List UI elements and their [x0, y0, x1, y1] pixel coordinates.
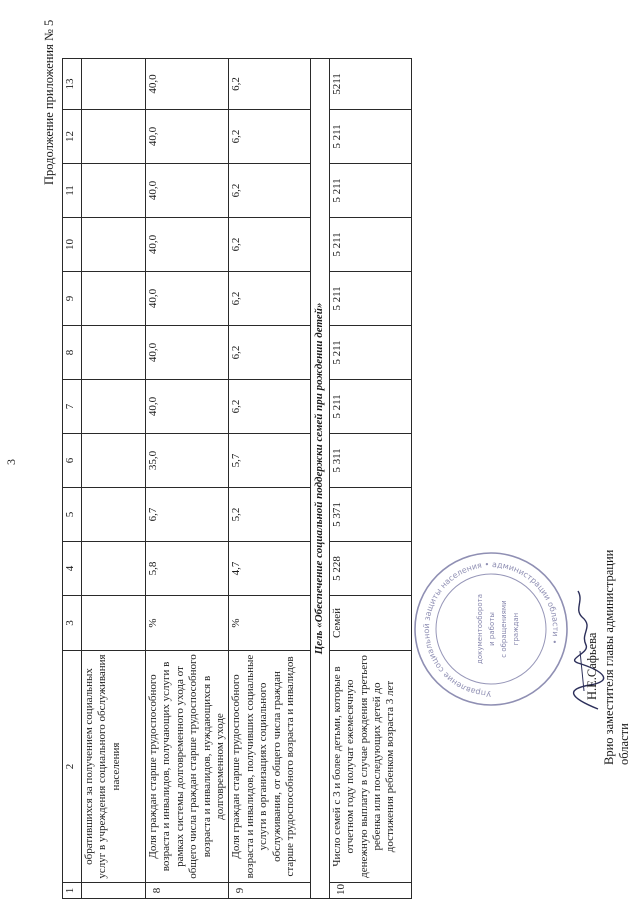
- indicator-description: Доля граждан старше трудоспособного возраста и инвалидов, получивших социальные услуги в организациях социального обслуживания, от общего числа граждан старше трудоспособного возраста и инвалидов: [229, 651, 311, 883]
- value-cell: 5,8: [146, 542, 229, 596]
- value-cell: [82, 110, 146, 164]
- value-cell: [82, 488, 146, 542]
- goal-heading: Цель «Обеспечение социальной поддержки семей при рождении детей»: [311, 59, 329, 899]
- goal-row: [311, 59, 329, 899]
- svg-text:и работы: и работы: [488, 612, 496, 646]
- value-cell: 40,0: [146, 326, 229, 380]
- value-cell: [82, 326, 146, 380]
- value-cell: 6,2: [229, 380, 311, 434]
- header-cell: 7: [63, 380, 82, 434]
- column-number-row: [63, 59, 82, 899]
- header-cell: 9: [63, 272, 82, 326]
- continuation-caption: Продолжение приложения № 5: [42, 19, 56, 185]
- value-cell: 5 211: [329, 380, 411, 434]
- value-cell: 6,2: [229, 272, 311, 326]
- value-cell: [82, 380, 146, 434]
- value-cell: [82, 59, 146, 110]
- header-cell: 8: [63, 326, 82, 380]
- value-cell: 40,0: [146, 380, 229, 434]
- row-number: 9: [229, 883, 311, 899]
- value-cell: 5 311: [329, 434, 411, 488]
- header-cell: 11: [63, 164, 82, 218]
- svg-text:с обращениями: с обращениями: [500, 600, 508, 658]
- value-cell: 5,7: [229, 434, 311, 488]
- table-row: [146, 59, 229, 899]
- value-cell: 5 211: [329, 164, 411, 218]
- value-cell: [82, 272, 146, 326]
- value-cell: 5 211: [329, 218, 411, 272]
- value-cell: 40,0: [146, 272, 229, 326]
- indicator-description: Доля граждан старше трудоспособного возраста и инвалидов, получающих услуги в рамках системы долговременного ухода от общего числа граждан старше трудоспособного возраста и инвалидов, нуждающихся в долговременном уходе: [146, 651, 229, 883]
- value-cell: 6,2: [229, 218, 311, 272]
- header-cell: 4: [63, 542, 82, 596]
- value-cell: [82, 218, 146, 272]
- signature-title-line1: Врио заместителя главы администрации: [602, 549, 616, 765]
- value-cell: 40,0: [146, 218, 229, 272]
- table-row: [229, 59, 311, 899]
- table-row: [329, 59, 411, 899]
- value-cell: 40,0: [146, 110, 229, 164]
- table-row: [82, 59, 146, 899]
- row-number: 8: [146, 883, 229, 899]
- value-cell: 40,0: [146, 164, 229, 218]
- value-cell: 5 228: [329, 542, 411, 596]
- value-cell: 6,2: [229, 326, 311, 380]
- value-cell: [82, 164, 146, 218]
- value-cell: 5 211: [329, 272, 411, 326]
- svg-text:документооборота: документооборота: [476, 594, 484, 664]
- value-cell: 6,2: [229, 164, 311, 218]
- header-cell: 3: [63, 596, 82, 651]
- value-cell: 6,2: [229, 110, 311, 164]
- header-cell: 1: [63, 883, 82, 899]
- unit-cell: %: [146, 596, 229, 651]
- header-cell: 6: [63, 434, 82, 488]
- signatory-name: Н.Е.Сафьева: [585, 632, 599, 700]
- value-cell: 6,2: [229, 59, 311, 110]
- value-cell: 40,0: [146, 59, 229, 110]
- value-cell: 4,7: [229, 542, 311, 596]
- value-cell: [82, 434, 146, 488]
- header-cell: 13: [63, 59, 82, 110]
- indicator-description: обратившихся за получением социальных услуг в учреждения социального обслуживания населения: [82, 651, 146, 883]
- svg-text:граждан: граждан: [512, 612, 520, 646]
- value-cell: 35,0: [146, 434, 229, 488]
- value-cell: 5,2: [229, 488, 311, 542]
- page-number: 3: [4, 459, 18, 465]
- row-number: 10: [329, 883, 411, 899]
- value-cell: 5 371: [329, 488, 411, 542]
- value-cell: [82, 542, 146, 596]
- header-cell: 12: [63, 110, 82, 164]
- unit-cell: %: [229, 596, 311, 651]
- unit-cell: Семей: [329, 596, 411, 651]
- unit-cell: [82, 596, 146, 651]
- value-cell: 6,7: [146, 488, 229, 542]
- value-cell: 5 211: [329, 326, 411, 380]
- row-number: [82, 883, 146, 899]
- value-cell: 5 211: [329, 110, 411, 164]
- indicator-description: Число семей с 3 и более детьми, которые в отчетном году получат ежемесячную денежную выплату в случае рождения третьего ребенка или последующих детей до достижения ребенком возраста 3 лет: [329, 651, 411, 883]
- svg-text:Управление социальной защиты н: Управление социальной защиты населения • администрации области •: [421, 559, 561, 699]
- signature-title-line2: области: [617, 723, 631, 765]
- value-cell: 5211: [329, 59, 411, 110]
- header-cell: 10: [63, 218, 82, 272]
- official-seal-stamp: [410, 548, 572, 710]
- indicator-table: [62, 58, 412, 899]
- header-cell: 2: [63, 651, 82, 883]
- header-cell: 5: [63, 488, 82, 542]
